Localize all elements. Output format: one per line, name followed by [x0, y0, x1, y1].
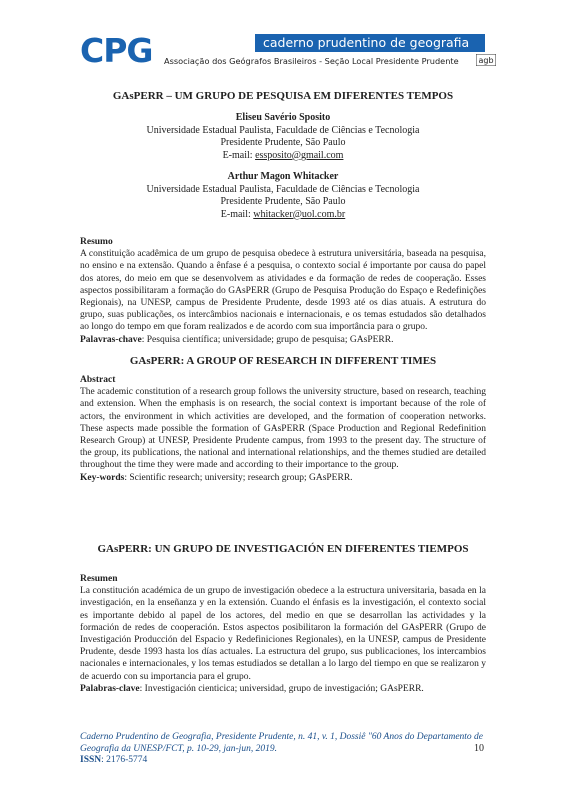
resumen-text: La constitución académica de un grupo de investigación obedece a la estructura universitaria, basada en la investigación, en la enseñanza y en la extensión. Cuando el énfasis es la investigación, el contexto social es importante debido al papel de los actores, del medio en que se desarrollan las actividades y la formación de redes de cooperación. Estos aspectos posibilitaron la formación del GAsPERR (Grupo de Investigación Producción del Espacio y Redefiniciones Regionales), en la UNESP, campus de Presidente Prudente, desde 1993 hasta los días actuales. La estructura del grupo, sus publicaciones, los intercambios nacionales e internacionales, y los temas estudiados se detallan a lo largo del tiempo en que se realizaron y de acuerdo con su importancia para el grupo.	[80, 586, 486, 682]
abstract-section	[80, 374, 486, 484]
issn-line	[80, 755, 147, 765]
keywords-text: : Investigación cienticica; universidad, grupo de investigación; GAsPERR.	[139, 683, 424, 694]
resumen-keywords	[80, 683, 486, 695]
keywords-label: Palavras-chave	[80, 334, 142, 345]
keywords-label: Key-words	[80, 472, 125, 483]
spanish-title-rest: : UN GRUPO DE INVESTIGACIÓN EN DIFERENTES TIEMPOS	[148, 543, 469, 555]
svg-text:agb: agb	[478, 56, 494, 65]
resumo-section	[80, 236, 486, 346]
agb-logo-icon	[476, 54, 496, 66]
abstract-heading: Abstract	[80, 375, 116, 385]
cpg-logo: CPG	[80, 31, 153, 70]
english-title	[80, 354, 486, 368]
journal-header	[80, 31, 494, 74]
email-label: E-mail:	[220, 208, 254, 220]
keywords-label: Palabras-clave	[80, 683, 140, 694]
resumo-text: A constituição acadêmica de um grupo de pesquisa obedece à estrutura universitária, baseada na pesquisa, no ensino e na extensão. Quando a ênfase é a pesquisa, o contexto social é importante por causa do papel dos atores, do meio em que se desenvolvem as atividades e da formação de redes de cooperação. Esses aspectos possibilitaram a formação do GAsPERR (Grupo de Pesquisa Produção do Espaço e Redefinições Regionais), na UNESP, campus de Presidente Prudente, desde 1993 até os dias atuais. A estrutura do grupo, suas publicações, os intercâmbios nacionais e internacionais, e os temas estudados são detalhados ao longo do tempo em que foram realizados e de acordo com sua importância para o grupo.	[80, 249, 486, 333]
author-email-line	[80, 150, 486, 163]
issn-value: : 2176-5774	[101, 755, 148, 765]
footer-citation: Caderno Prudentino de Geografia, Presidente Prudente, n. 41, v. 1, Dossiê "60 Anos do Departamento de Geografia da UNESP/FCT, p. 10-29, jan-jun, 2019.	[80, 732, 484, 754]
author-email-line	[80, 209, 486, 222]
author-location: Presidente Prudente, São Paulo	[220, 196, 346, 207]
page-number: 10	[474, 743, 484, 754]
email-link[interactable]: whitacker@uol.com.br	[253, 208, 346, 220]
author-location: Presidente Prudente, São Paulo	[220, 137, 346, 148]
author-1	[80, 112, 486, 162]
author-name: Eliseu Savério Sposito	[235, 112, 331, 123]
resumo-keywords	[80, 334, 486, 346]
abstract-keywords	[80, 472, 486, 484]
email-link[interactable]: essposito@gmail.com	[255, 149, 344, 161]
abstract-text: The academic constitution of a research group follows the university structure, based on research, teaching and extension. When the emphasis is on research, the social context is important because of the role of actors, the environment in which activities are developed, and the formation of cooperation networks. These aspects made possible the formation of GAsPERR (Space Production and Regional Redefinition Research Group) at UNESP, Presidente Prudente campus, from 1993 to the present day. The structure of the group, its publications, the national and international relationships, and the themes studied are detailed throughout the time they were made and according to their importance to the group.	[80, 387, 486, 471]
keywords-text: : Pesquisa científica; universidade; grupo de pesquisa; GAsPERR.	[141, 334, 394, 345]
spanish-title	[80, 542, 486, 556]
resumen-heading: Resumen	[80, 574, 118, 584]
journal-banner: caderno prudentino de geografia	[255, 34, 485, 52]
author-affiliation: Universidade Estadual Paulista, Faculdade de Ciências e Tecnologia	[146, 183, 420, 195]
english-title-rest: : A GROUP OF RESEARCH IN DIFFERENT TIMES	[180, 355, 437, 367]
article-title: GAsPERR – UM GRUPO DE PESQUISA EM DIFERENTES TEMPOS	[112, 90, 454, 102]
english-title-bold: GAsPERR	[129, 355, 181, 367]
issn-label: ISSN	[80, 755, 102, 765]
spanish-title-bold: GAsPERR	[97, 543, 149, 555]
association-name: Associação dos Geógrafos Brasileiros - Seção Local Presidente Prudente	[164, 56, 459, 66]
keywords-text: : Scientific research; university; research group; GAsPERR.	[124, 472, 353, 483]
email-label: E-mail:	[222, 149, 256, 161]
author-affiliation: Universidade Estadual Paulista, Faculdade de Ciências e Tecnologia	[146, 124, 420, 136]
resumen-section	[80, 573, 486, 695]
resumo-heading: Resumo	[80, 237, 113, 247]
author-2	[80, 171, 486, 221]
author-name: Arthur Magon Whitacker	[227, 171, 339, 182]
